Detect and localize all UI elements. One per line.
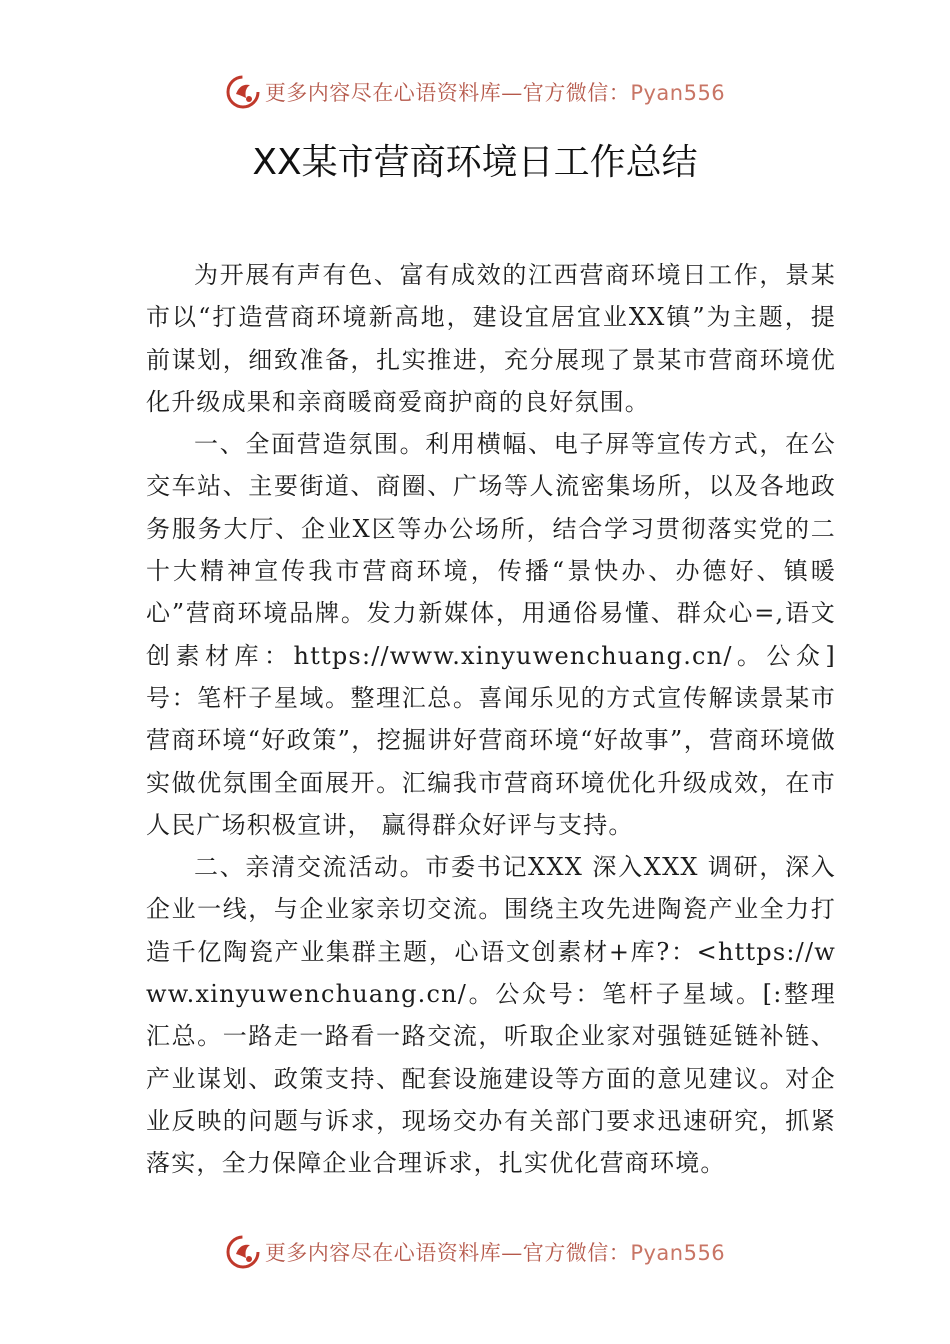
footer-watermark (0, 1232, 950, 1272)
watermark-text (265, 1237, 725, 1267)
watermark-text (265, 77, 725, 107)
paragraph-intro: 为开展有声有色、富有成效的江西营商环境日工作，景某市以“打造营商环境新高地，建设宜居宜业XX镇”为主题，提前谋划，细致准备，扎实推进，充分展现了景某市营商环境优化升级成果和亲商暖商爱商护商的良好氛围。 (146, 261, 836, 416)
watermark-prefix: 更多内容尽在心语资料库—官方微信： (264, 1241, 631, 1265)
paragraph-section-one: 一、全面营造氛围。利用横幅、电子屏等宣传方式，在公交车站、主要街道、商圈、广场等人流密集场所，以及各地政务服务大厅、企业X区等办公场所，结合学习贯彻落实党的二十大精神宣传我市营商环境，传播“景快办、办德好、镇暖心”营商环境品牌。发力新媒体，用通俗易懂、群众心=,语文创素材库：https://www.xinyuwenchuang.cn/。公众]号：笔杆子星域。整理汇总。喜闻乐见的方式宣传解读景某市营商环境“好政策”，挖掘讲好营商环境“好故事”，营商环境做实做优氛围全面展开。汇编我市营商环境优化升级成效，在市人民广场积极宣讲， 赢得群众好评与支持。 (146, 430, 836, 839)
paragraph-section-two: 二、亲清交流活动。市委书记XXX 深入XXX 调研，深入企业一线，与企业家亲切交流。围绕主攻先进陶瓷产业全力打造千亿陶瓷产业集群主题，心语文创素材+库?：<https://www.xinyuwenchuang.cn/。公众号：笔杆子星域。[:整理汇总。一路走一路看一路交流，听取企业家对强链延链补链、产业谋划、政策支持、配套设施建设等方面的意见建议。对企业反映的问题与诉求，现场交办有关部门要求迅速研究，抓紧落实，全力保障企业合理诉求，扎实优化营商环境。 (146, 853, 836, 1178)
watermark-wechat-id: Pyan556 (630, 81, 726, 105)
watermark-logo-icon (225, 1234, 261, 1270)
watermark-logo-icon (225, 74, 261, 110)
watermark-prefix: 更多内容尽在心语资料库—官方微信： (264, 81, 631, 105)
document-body (146, 254, 836, 1185)
watermark-wechat-id: Pyan556 (630, 1241, 726, 1265)
document-title: XX某市营商环境日工作总结 (252, 142, 698, 183)
header-watermark (0, 72, 950, 112)
